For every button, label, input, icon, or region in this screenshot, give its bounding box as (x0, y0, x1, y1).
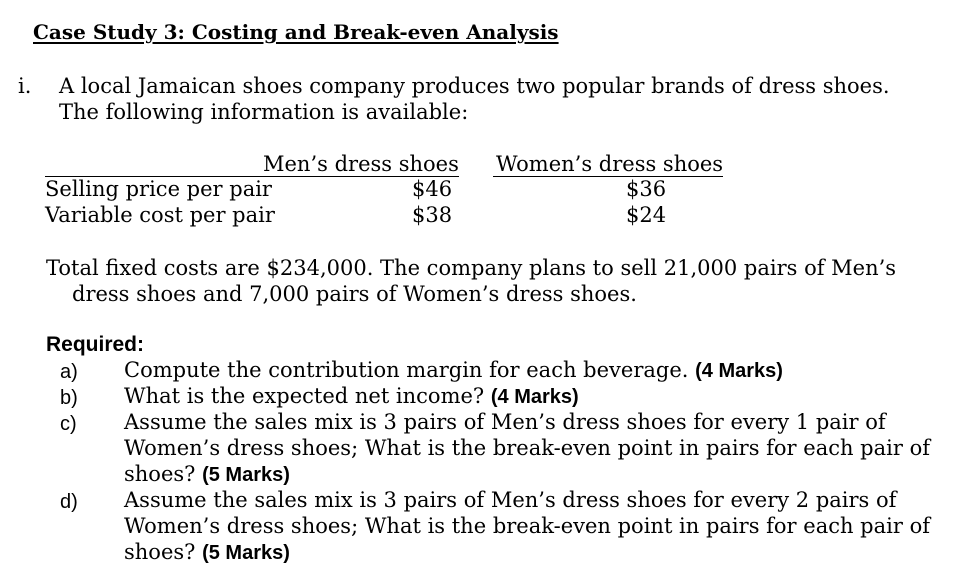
question-b-text: What is the expected net income? (124, 384, 491, 408)
question-b-label: b) (60, 387, 78, 409)
question-b (124, 383, 579, 410)
men-variable-cost: $38 (412, 203, 453, 227)
page-title: Case Study 3: Costing and Break-even Analysis (33, 20, 559, 44)
question-a (124, 357, 783, 384)
question-a-label: a) (60, 361, 78, 383)
intro-line-2: The following information is available: (59, 100, 469, 124)
row-label-selling-price: Selling price per pair (45, 177, 272, 201)
question-c-line-1: Assume the sales mix is 3 pairs of Men’s dress shoes for every 1 pair of (124, 410, 886, 434)
question-c-label: c) (60, 413, 77, 435)
question-d-marks: (5 Marks) (202, 542, 290, 564)
question-c-line-3 (124, 461, 930, 488)
question-a-marks: (4 Marks) (695, 360, 783, 382)
question-c-line-3-text: shoes? (124, 462, 203, 486)
question-a-text: Compute the contribution margin for each beverage. (124, 358, 696, 382)
question-d-line-1: Assume the sales mix is 3 pairs of Men’s dress shoes for every 2 pairs of (124, 488, 897, 512)
question-c-line-2: Women’s dress shoes; What is the break-even point in pairs for each pair of (124, 436, 930, 460)
fixed-costs-line-1: Total fixed costs are $234,000. The company plans to sell 21,000 pairs of Men’s (46, 256, 897, 280)
question-d-line-3 (124, 539, 930, 566)
fixed-costs-line-2: dress shoes and 7,000 pairs of Women’s dress shoes. (72, 282, 637, 306)
women-variable-cost: $24 (626, 203, 667, 227)
table-header-rule-women (493, 176, 723, 177)
header-women: Women’s dress shoes (496, 152, 724, 176)
header-men: Men’s dress shoes (263, 152, 459, 176)
required-heading: Required: (46, 333, 145, 356)
item-numeral: i. (18, 74, 32, 98)
intro-line-1: A local Jamaican shoes company produces two popular brands of dress shoes. (59, 74, 890, 98)
row-label-variable-cost: Variable cost per pair (45, 203, 275, 227)
women-selling-price: $36 (626, 177, 667, 201)
question-d-line-3-text: shoes? (124, 540, 203, 564)
question-d (124, 487, 930, 566)
question-c-marks: (5 Marks) (202, 464, 290, 486)
question-d-line-2: Women’s dress shoes; What is the break-even point in pairs for each pair of (124, 514, 930, 538)
intro-paragraph (59, 73, 890, 125)
question-c (124, 409, 930, 488)
men-selling-price: $46 (412, 177, 453, 201)
question-b-marks: (4 Marks) (490, 386, 579, 408)
question-d-label: d) (60, 491, 78, 513)
